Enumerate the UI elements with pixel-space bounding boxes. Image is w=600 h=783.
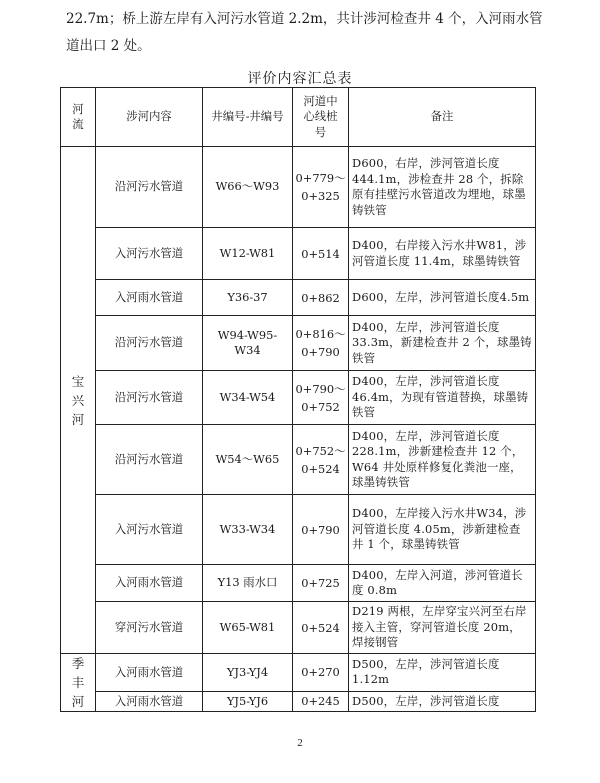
well-cell: W66～W93 (203, 147, 293, 228)
stake-cell: 0+752～0+524 (293, 425, 349, 495)
content-cell: 穿河污水管道 (96, 602, 203, 654)
table-row (61, 495, 536, 565)
note-cell: D400，左岸，涉河管道长度33.3m，新建检查井 2 个，球墨铸铁管 (349, 316, 536, 371)
content-cell: 沿河污水管道 (96, 147, 203, 228)
note-cell: D400，左岸接入污水井W34，涉河管道长度 4.05m，涉新建检查井 1 个，球墨铸铁管 (349, 495, 536, 565)
table-title: 评价内容汇总表 (247, 71, 353, 87)
table-row (61, 425, 536, 495)
note-cell: D219 两根，左岸穿宝兴河至右岸接入主管，穿河管道长度 20m，焊接钢管 (349, 602, 536, 654)
page-number: 2 (297, 737, 303, 749)
content-cell: 入河雨水管道 (96, 654, 203, 692)
river-cell-jifeng: 季丰河 (61, 654, 96, 712)
stake-cell: 0+816～0+790 (293, 316, 349, 371)
well-cell: Y13 雨水口 (203, 565, 293, 602)
well-cell: Y36-37 (203, 280, 293, 316)
river-cell-baoxing: 宝兴河 (61, 147, 96, 654)
stake-cell: 0+514 (293, 228, 349, 280)
table-row (61, 654, 536, 692)
note-cell: D400，右岸接入污水井W81，涉河管道长度 11.4m，球墨铸铁管 (349, 228, 536, 280)
stake-cell: 0+790 (293, 495, 349, 565)
content-cell: 入河污水管道 (96, 228, 203, 280)
content-cell: 入河雨水管道 (96, 565, 203, 602)
well-cell: W94-W95-W34 (203, 316, 293, 371)
stake-cell: 0+790～0+752 (293, 371, 349, 425)
note-cell: D600，右岸，涉河管道长度444.1m，涉检查井 28 个，拆除原有挂壁污水管道改为埋地，球墨铸铁管 (349, 147, 536, 228)
table-header-row (61, 88, 536, 147)
stake-cell: 0+245 (293, 691, 349, 711)
content-cell: 沿河污水管道 (96, 425, 203, 495)
note-cell: D400，左岸，涉河管道长度46.4m，为现有管道替换，球墨铸铁管 (349, 371, 536, 425)
header-note: 备注 (349, 88, 536, 147)
stake-cell: 0+270 (293, 654, 349, 692)
table-row (61, 602, 536, 654)
note-cell: D400，左岸，涉河管道长度228.1m，涉新建检查井 12 个，W64 井处原样修复化粪池一座，球墨铸铁管 (349, 425, 536, 495)
well-cell: W12-W81 (203, 228, 293, 280)
content-cell: 入河雨水管道 (96, 280, 203, 316)
stake-cell: 0+725 (293, 565, 349, 602)
well-cell: W65-W81 (203, 602, 293, 654)
intro-paragraph: 22.7m；桥上游左岸有入河污水管道 2.2m，共计涉河检查井 4 个，入河雨水管道出口 2 处。 (66, 11, 543, 54)
header-well: 井编号-井编号 (203, 88, 293, 147)
table-row (61, 316, 536, 371)
content-cell: 沿河污水管道 (96, 371, 203, 425)
well-cell: W33-W34 (203, 495, 293, 565)
table-row (61, 228, 536, 280)
table-row (61, 371, 536, 425)
note-cell: D400，左岸入河道，涉河管道长度 0.8m (349, 565, 536, 602)
header-stake: 河道中心线桩号 (293, 88, 349, 147)
table-row (61, 691, 536, 711)
well-cell: W34-W54 (203, 371, 293, 425)
well-cell: YJ3-YJ4 (203, 654, 293, 692)
evaluation-summary-table (60, 87, 536, 712)
stake-cell: 0+779～0+325 (293, 147, 349, 228)
note-cell: D600，左岸，涉河管道长度4.5m (349, 280, 536, 316)
well-cell: YJ5-YJ6 (203, 691, 293, 711)
stake-cell: 0+524 (293, 602, 349, 654)
content-cell: 沿河污水管道 (96, 316, 203, 371)
table-row (61, 565, 536, 602)
well-cell: W54～W65 (203, 425, 293, 495)
note-cell: D500，左岸，涉河管道长度1.12m (349, 654, 536, 692)
note-cell: D500，左岸，涉河管道长度 (349, 691, 536, 711)
table-row (61, 280, 536, 316)
table-row (61, 147, 536, 228)
stake-cell: 0+862 (293, 280, 349, 316)
content-cell: 入河污水管道 (96, 495, 203, 565)
content-cell: 入河雨水管道 (96, 691, 203, 711)
header-content: 涉河内容 (96, 88, 203, 147)
header-river: 河流 (61, 88, 96, 147)
